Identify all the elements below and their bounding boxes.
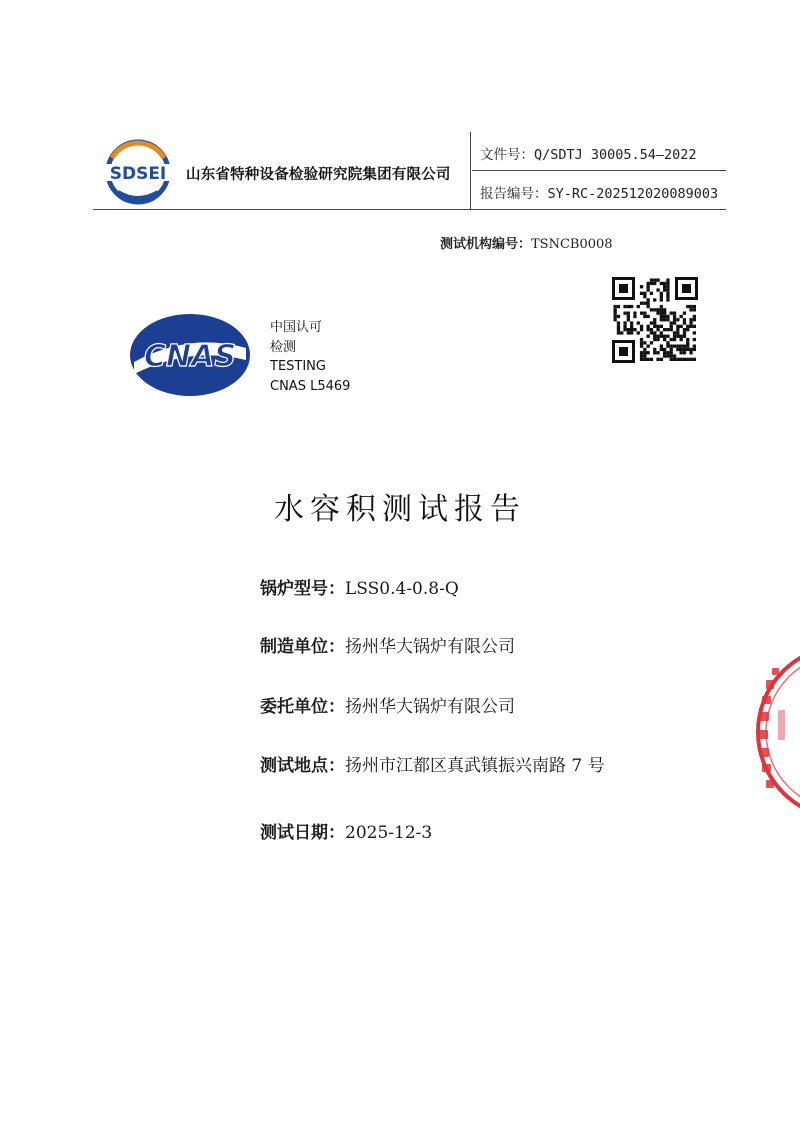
qr-module	[673, 331, 676, 334]
qr-module	[647, 305, 650, 308]
qr-module	[640, 354, 643, 357]
qr-module	[689, 305, 692, 308]
qr-module	[660, 282, 663, 285]
field-client	[260, 692, 515, 717]
qr-module	[617, 325, 620, 328]
qr-module	[650, 321, 653, 324]
qr-module	[643, 295, 646, 298]
qr-module	[680, 315, 683, 318]
qr-module	[660, 315, 663, 318]
qr-module	[660, 292, 663, 295]
qr-module	[653, 298, 656, 301]
qr-module	[673, 358, 676, 361]
qr-module	[617, 321, 620, 324]
qr-module	[660, 345, 663, 348]
qr-module	[640, 312, 643, 315]
qr-module	[689, 348, 692, 351]
field-test-date	[260, 818, 432, 843]
qr-module	[627, 328, 630, 331]
qr-module	[656, 312, 659, 315]
qr-module	[663, 354, 666, 357]
qr-module	[666, 335, 669, 338]
qr-module	[653, 318, 656, 321]
qr-module	[683, 358, 686, 361]
qr-module	[623, 305, 626, 308]
qr-module	[683, 345, 686, 348]
qr-module	[643, 358, 646, 361]
qr-module	[650, 308, 653, 311]
qr-module	[660, 331, 663, 334]
qr-module	[666, 298, 669, 301]
qr-module	[666, 315, 669, 318]
document-number-value: Q/SDTJ 30005.54—2022	[534, 147, 697, 163]
qr-module	[689, 351, 692, 354]
qr-module	[670, 338, 673, 341]
qr-module	[653, 308, 656, 311]
qr-module	[673, 335, 676, 338]
qr-module	[663, 351, 666, 354]
field-boiler-model-value: LSS0.4-0.8-Q	[345, 579, 459, 599]
qr-module	[653, 279, 656, 282]
cnas-line-2: 检测	[270, 339, 297, 355]
qr-module	[617, 331, 620, 334]
qr-module	[623, 321, 626, 324]
qr-module	[623, 312, 626, 315]
field-manufacturer	[260, 632, 515, 657]
qr-module	[693, 305, 696, 308]
qr-module	[693, 338, 696, 341]
qr-module	[647, 315, 650, 318]
qr-module	[643, 302, 646, 305]
qr-module	[663, 308, 666, 311]
qr-module	[663, 338, 666, 341]
qr-module	[650, 279, 653, 282]
qr-module	[670, 325, 673, 328]
qr-module	[666, 285, 669, 288]
qr-module	[630, 331, 633, 334]
qr-module	[676, 358, 679, 361]
qr-module	[693, 348, 696, 351]
report-title: 水容积测试报告	[274, 492, 526, 527]
field-manufacturer-value: 扬州华大锅炉有限公司	[345, 637, 515, 657]
qr-module	[614, 315, 617, 318]
qr-module	[643, 341, 646, 344]
qr-module	[673, 321, 676, 324]
qr-module	[660, 298, 663, 301]
qr-module	[643, 292, 646, 295]
field-client-label: 委托单位：	[260, 697, 345, 717]
qr-module	[689, 308, 692, 311]
qr-module	[647, 282, 650, 285]
red-seal-stamp	[752, 640, 800, 825]
qr-module	[614, 308, 617, 311]
qr-module	[653, 282, 656, 285]
qr-module	[693, 345, 696, 348]
qr-module	[673, 318, 676, 321]
qr-module	[647, 328, 650, 331]
qr-module	[680, 325, 683, 328]
header-divider-vertical	[470, 132, 471, 210]
qr-module	[627, 331, 630, 334]
qr-module	[653, 348, 656, 351]
qr-code-icon	[612, 277, 698, 363]
cnas-logo-text: CNAS	[144, 339, 236, 374]
qr-module	[650, 331, 653, 334]
qr-module	[686, 348, 689, 351]
qr-module	[660, 318, 663, 321]
qr-module	[643, 354, 646, 357]
qr-module	[663, 312, 666, 315]
qr-module	[656, 325, 659, 328]
qr-module	[676, 318, 679, 321]
qr-module	[686, 328, 689, 331]
qr-module	[650, 292, 653, 295]
qr-module	[640, 358, 643, 361]
cnas-accreditation-text	[270, 318, 350, 396]
qr-module	[623, 328, 626, 331]
qr-module	[660, 358, 663, 361]
qr-module	[614, 318, 617, 321]
qr-module	[676, 348, 679, 351]
qr-module	[640, 328, 643, 331]
qr-module	[666, 318, 669, 321]
qr-module	[676, 345, 679, 348]
qr-module	[670, 312, 673, 315]
qr-module	[666, 292, 669, 295]
qr-module	[663, 285, 666, 288]
qr-module	[670, 328, 673, 331]
qr-module	[656, 338, 659, 341]
qr-module	[666, 354, 669, 357]
qr-module	[686, 325, 689, 328]
qr-module	[689, 321, 692, 324]
qr-module	[660, 295, 663, 298]
qr-module	[683, 331, 686, 334]
field-boiler-model	[260, 574, 459, 599]
qr-module	[637, 305, 640, 308]
header-divider-horizontal	[93, 209, 726, 210]
qr-module	[670, 351, 673, 354]
organization-name: 山东省特种设备检验研究院集团有限公司	[186, 167, 451, 183]
qr-module	[630, 305, 633, 308]
qr-module	[633, 315, 636, 318]
qr-module	[656, 351, 659, 354]
qr-module	[623, 325, 626, 328]
qr-module	[693, 325, 696, 328]
qr-module	[693, 318, 696, 321]
qr-module	[647, 335, 650, 338]
qr-module	[614, 312, 617, 315]
cnas-line-4: CNAS L5469	[270, 378, 351, 394]
qr-module	[647, 288, 650, 291]
qr-module	[620, 331, 623, 334]
qr-module	[683, 335, 686, 338]
qr-module	[653, 321, 656, 324]
qr-module	[683, 348, 686, 351]
qr-module	[640, 351, 643, 354]
qr-module	[656, 279, 659, 282]
qr-module	[660, 305, 663, 308]
qr-module	[689, 358, 692, 361]
qr-module	[650, 282, 653, 285]
qr-module	[693, 308, 696, 311]
qr-module	[650, 358, 653, 361]
header-divider-middle	[472, 170, 726, 171]
qr-module	[666, 328, 669, 331]
institution-code-label: 测试机构编号：	[440, 237, 532, 252]
qr-module	[673, 315, 676, 318]
qr-module	[673, 345, 676, 348]
qr-module	[670, 321, 673, 324]
qr-module	[666, 288, 669, 291]
qr-module	[627, 318, 630, 321]
qr-module	[673, 354, 676, 357]
qr-module	[647, 351, 650, 354]
field-location-value: 扬州市江都区真武镇振兴南路 7 号	[345, 756, 605, 776]
qr-module	[680, 338, 683, 341]
qr-module	[630, 321, 633, 324]
qr-module	[686, 358, 689, 361]
qr-module	[653, 351, 656, 354]
field-client-value: 扬州华大锅炉有限公司	[345, 697, 515, 717]
qr-module	[686, 345, 689, 348]
qr-module	[637, 321, 640, 324]
qr-module	[630, 325, 633, 328]
qr-module	[666, 282, 669, 285]
qr-module	[680, 351, 683, 354]
sdsei-logo-text: SDSEI	[109, 164, 167, 184]
qr-module	[640, 345, 643, 348]
qr-module	[680, 358, 683, 361]
qr-module	[663, 348, 666, 351]
qr-module	[640, 302, 643, 305]
qr-module	[647, 345, 650, 348]
qr-module	[686, 305, 689, 308]
qr-module	[689, 318, 692, 321]
qr-module	[666, 351, 669, 354]
field-manufacturer-label: 制造单位：	[260, 637, 345, 657]
institution-code	[440, 233, 613, 252]
qr-module	[663, 335, 666, 338]
qr-module	[643, 315, 646, 318]
qr-module	[693, 315, 696, 318]
qr-module	[676, 331, 679, 334]
institution-code-value: TSNCB0008	[531, 237, 613, 252]
qr-module	[653, 325, 656, 328]
qr-module	[650, 341, 653, 344]
sdsei-logo	[98, 138, 178, 206]
qr-module	[663, 288, 666, 291]
cnas-line-1: 中国认可	[270, 320, 323, 335]
qr-module	[676, 328, 679, 331]
qr-module	[647, 298, 650, 301]
qr-module	[647, 358, 650, 361]
qr-module	[663, 315, 666, 318]
qr-module	[640, 338, 643, 341]
qr-module	[656, 358, 659, 361]
report-number	[480, 182, 718, 202]
qr-module	[627, 315, 630, 318]
field-boiler-model-label: 锅炉型号：	[260, 579, 345, 599]
qr-module	[643, 348, 646, 351]
qr-module	[627, 312, 630, 315]
qr-module	[683, 312, 686, 315]
qr-module	[643, 312, 646, 315]
qr-module	[617, 305, 620, 308]
qr-module	[666, 345, 669, 348]
qr-module	[663, 318, 666, 321]
field-test-date-value: 2025-12-3	[345, 823, 433, 843]
qr-module	[670, 358, 673, 361]
qr-module	[653, 331, 656, 334]
report-number-label: 报告编号：	[480, 186, 548, 202]
qr-module	[666, 279, 669, 282]
document-number-label: 文件号：	[480, 147, 534, 163]
qr-module	[686, 341, 689, 344]
qr-module	[647, 285, 650, 288]
qr-module	[666, 341, 669, 344]
qr-module	[689, 325, 692, 328]
qr-module	[656, 308, 659, 311]
qr-module	[617, 328, 620, 331]
qr-module	[686, 338, 689, 341]
qr-module	[683, 318, 686, 321]
qr-module	[660, 308, 663, 311]
qr-module	[643, 351, 646, 354]
qr-module	[680, 335, 683, 338]
cnas-logo	[128, 312, 252, 398]
qr-module	[693, 331, 696, 334]
qr-module	[656, 328, 659, 331]
qr-module	[630, 328, 633, 331]
qr-module	[663, 282, 666, 285]
qr-module	[637, 331, 640, 334]
qr-module	[660, 325, 663, 328]
qr-module	[640, 325, 643, 328]
qr-module	[640, 292, 643, 295]
document-number	[480, 143, 697, 163]
report-number-value: SY-RC-202512020089003	[547, 186, 719, 202]
qr-module	[614, 305, 617, 308]
field-location-label: 测试地点：	[260, 756, 345, 776]
qr-module	[683, 321, 686, 324]
qr-module	[680, 348, 683, 351]
qr-module	[656, 288, 659, 291]
qr-module	[670, 348, 673, 351]
qr-module	[633, 312, 636, 315]
field-test-date-label: 测试日期：	[260, 823, 345, 843]
field-location	[260, 751, 605, 776]
qr-module	[676, 325, 679, 328]
qr-module	[653, 335, 656, 338]
qr-module	[660, 335, 663, 338]
qr-module	[673, 312, 676, 315]
qr-module	[656, 335, 659, 338]
qr-module	[670, 345, 673, 348]
qr-module	[640, 341, 643, 344]
qr-module	[693, 358, 696, 361]
qr-module	[673, 338, 676, 341]
qr-module	[666, 295, 669, 298]
qr-module	[617, 315, 620, 318]
qr-module	[653, 338, 656, 341]
qr-module	[627, 305, 630, 308]
qr-module	[650, 328, 653, 331]
qr-module	[660, 348, 663, 351]
qr-module	[647, 325, 650, 328]
cnas-line-3: TESTING	[270, 359, 326, 374]
qr-module	[633, 328, 636, 331]
qr-module	[676, 335, 679, 338]
qr-module	[680, 345, 683, 348]
qr-module	[670, 354, 673, 357]
qr-module	[683, 351, 686, 354]
qr-module	[663, 328, 666, 331]
qr-module	[647, 302, 650, 305]
qr-module	[683, 328, 686, 331]
qr-module	[660, 312, 663, 315]
qr-module	[640, 285, 643, 288]
